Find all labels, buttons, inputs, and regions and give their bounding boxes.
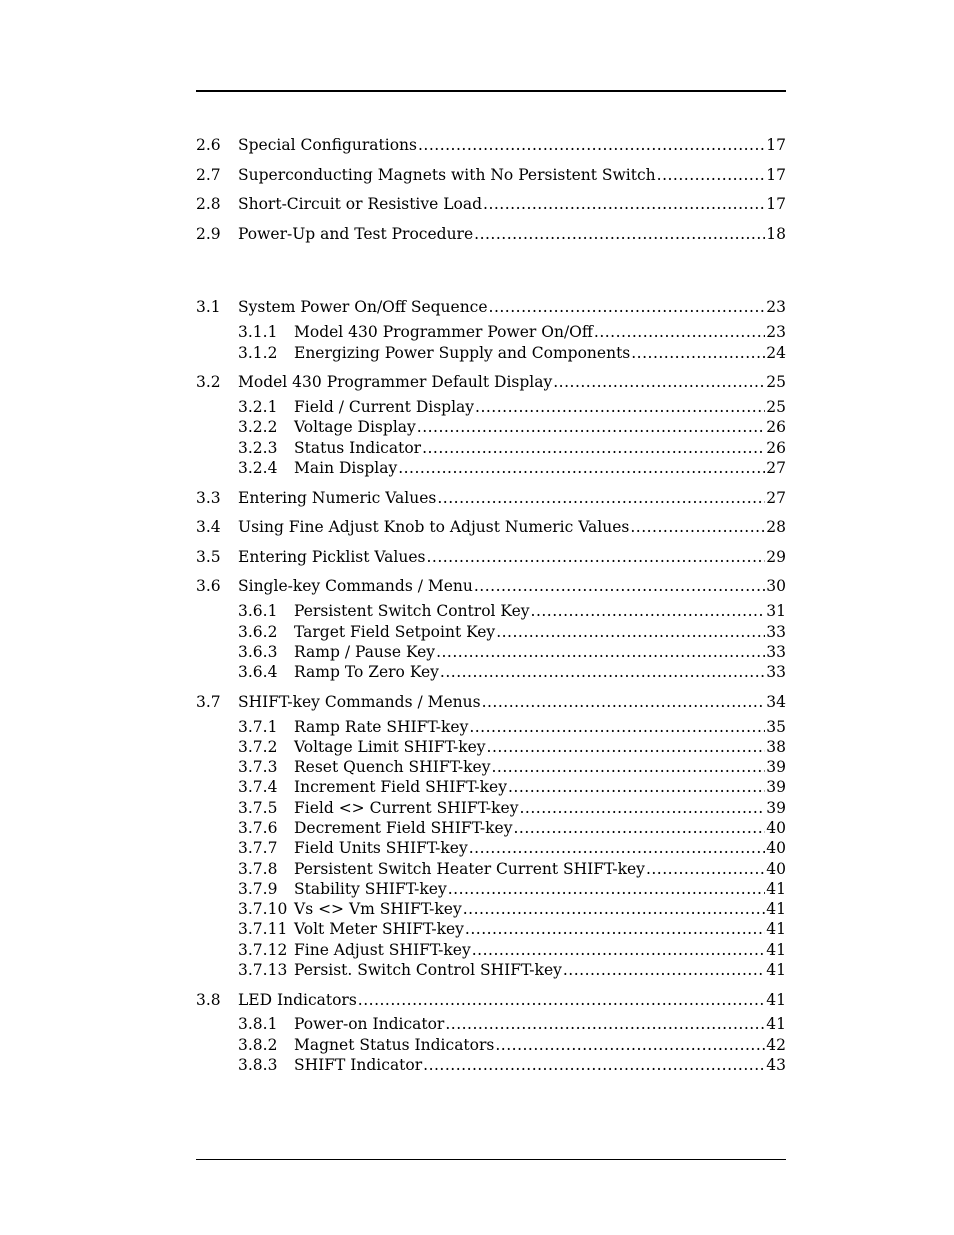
toc-entry-number: 3.2.1 <box>238 398 278 416</box>
toc-entry-number: 2.8 <box>196 195 221 213</box>
toc-entry[interactable] <box>196 489 786 507</box>
toc-entry[interactable] <box>238 418 786 436</box>
toc-entry-number: 3.2.4 <box>238 459 278 477</box>
toc-entry-page: 26 <box>766 418 786 436</box>
dot-leader <box>469 839 766 857</box>
toc-entry[interactable] <box>196 577 786 595</box>
toc-entry-number: 3.2.2 <box>238 418 278 436</box>
dot-leader <box>358 991 765 1009</box>
toc-entry-page: 23 <box>766 323 786 341</box>
toc-entry-page: 41 <box>766 880 786 898</box>
toc-entry-title: Reset Quench SHIFT-key <box>294 758 491 776</box>
dot-leader <box>440 663 765 681</box>
toc-entry-number: 3.6.1 <box>238 602 278 620</box>
dot-leader <box>553 373 765 391</box>
toc-entry-title: Voltage Display <box>294 418 416 436</box>
toc-entry[interactable] <box>238 920 786 938</box>
toc-entry-number: 3.1.2 <box>238 344 278 362</box>
toc-entry-page: 38 <box>766 738 786 756</box>
toc-entry-number: 3.7.2 <box>238 738 278 756</box>
toc-entry-page: 35 <box>766 718 786 736</box>
toc-entry-number: 3.7.5 <box>238 799 278 817</box>
toc-entry-number: 3.7 <box>196 693 221 711</box>
toc-entry[interactable] <box>238 602 786 620</box>
toc-entry[interactable] <box>238 439 786 457</box>
toc-entry-page: 34 <box>766 693 786 711</box>
dot-leader <box>487 738 766 756</box>
toc-entry-page: 39 <box>766 799 786 817</box>
dot-leader <box>437 489 765 507</box>
toc-entry[interactable] <box>238 718 786 736</box>
toc-entry-title: Decrement Field SHIFT-key <box>294 819 513 837</box>
toc-entry-title: Ramp Rate SHIFT-key <box>294 718 469 736</box>
toc-entry[interactable] <box>238 1015 786 1033</box>
dot-leader <box>465 920 765 938</box>
toc-entry-number: 3.7.6 <box>238 819 278 837</box>
toc-entry[interactable] <box>238 758 786 776</box>
toc-entry[interactable] <box>196 136 786 154</box>
toc-entry-page: 41 <box>766 991 786 1009</box>
toc-entry-page: 29 <box>766 548 786 566</box>
dot-leader <box>646 860 765 878</box>
footer-rule <box>196 1159 786 1160</box>
dot-leader <box>418 136 765 154</box>
dot-leader <box>463 900 766 918</box>
toc-entry-title: Using Fine Adjust Knob to Adjust Numeric Values <box>238 518 630 536</box>
toc-entry[interactable] <box>238 398 786 416</box>
dot-leader <box>496 623 765 641</box>
dot-leader <box>422 439 765 457</box>
toc-entry-title: SHIFT-key Commands / Menus <box>238 693 481 711</box>
toc-entry[interactable] <box>196 518 786 536</box>
toc-entry-title: Magnet Status Indicators <box>294 1036 495 1054</box>
toc-entry-page: 40 <box>766 860 786 878</box>
dot-leader <box>657 166 766 184</box>
toc-entry-title: Volt Meter SHIFT-key <box>294 920 464 938</box>
dot-leader <box>398 459 765 477</box>
toc-entry-page: 24 <box>766 344 786 362</box>
toc-entry-page: 18 <box>766 225 786 243</box>
toc-entry-title: Field / Current Display <box>294 398 475 416</box>
toc-entry-number: 3.1.1 <box>238 323 278 341</box>
toc-entry-page: 27 <box>766 489 786 507</box>
toc-entry-number: 3.8.1 <box>238 1015 278 1033</box>
dot-leader <box>519 799 765 817</box>
toc-entry[interactable] <box>196 548 786 566</box>
toc-entry-number: 3.7.9 <box>238 880 278 898</box>
toc-entry-title: Model 430 Programmer Default Display <box>238 373 553 391</box>
toc-entry-number: 3.3 <box>196 489 221 507</box>
toc-entry-page: 41 <box>766 961 786 979</box>
toc-entry-title: Persist. Switch Control SHIFT-key <box>294 961 562 979</box>
dot-leader <box>513 819 765 837</box>
toc-entry-title: Fine Adjust SHIFT-key <box>294 941 471 959</box>
toc-entry[interactable] <box>196 225 786 243</box>
toc-entry-page: 33 <box>766 663 786 681</box>
dot-leader <box>475 398 765 416</box>
toc-entry[interactable] <box>238 819 786 837</box>
toc-entry-page: 42 <box>766 1036 786 1054</box>
toc-entry[interactable] <box>238 623 786 641</box>
toc-entry-number: 2.9 <box>196 225 221 243</box>
dot-leader <box>483 195 765 213</box>
toc-entry-title: Target Field Setpoint Key <box>294 623 496 641</box>
toc-entry-title: Vs <> Vm SHIFT-key <box>294 900 462 918</box>
toc-entry-title: Entering Numeric Values <box>238 489 437 507</box>
toc-entry[interactable] <box>238 323 786 341</box>
toc-entry[interactable] <box>238 738 786 756</box>
toc-entry-number: 2.7 <box>196 166 221 184</box>
toc-entry-number: 3.7.12 <box>238 941 288 959</box>
toc-entry-title: Ramp To Zero Key <box>294 663 439 681</box>
toc-entry-number: 3.7.13 <box>238 961 288 979</box>
dot-leader <box>445 1015 765 1033</box>
toc-entry[interactable] <box>238 778 786 796</box>
toc-entry-page: 33 <box>766 623 786 641</box>
toc-entry-number: 3.2 <box>196 373 221 391</box>
dot-leader <box>469 718 765 736</box>
toc-entry[interactable] <box>238 643 786 661</box>
toc-entry-number: 3.8.2 <box>238 1036 278 1054</box>
toc-entry-number: 3.8 <box>196 991 221 1009</box>
toc-entry-page: 41 <box>766 920 786 938</box>
toc-entry-page: 40 <box>766 839 786 857</box>
dot-leader <box>472 941 766 959</box>
dot-leader <box>426 548 765 566</box>
toc-entry[interactable] <box>238 880 786 898</box>
toc-entry-page: 17 <box>766 136 786 154</box>
toc-entry-title: Field Units SHIFT-key <box>294 839 468 857</box>
toc-entry-number: 3.6.2 <box>238 623 278 641</box>
toc-entry[interactable] <box>196 195 786 213</box>
dot-leader <box>474 225 765 243</box>
toc-entry-number: 3.8.3 <box>238 1056 278 1074</box>
toc-entry-number: 3.6.3 <box>238 643 278 661</box>
toc-entry-page: 41 <box>766 1015 786 1033</box>
toc-entry-page: 23 <box>766 298 786 316</box>
toc-entry-number: 3.1 <box>196 298 221 316</box>
toc-entry-page: 43 <box>766 1056 786 1074</box>
dot-leader <box>563 961 765 979</box>
toc-entry-title: Stability SHIFT-key <box>294 880 447 898</box>
toc-entry[interactable] <box>196 166 786 184</box>
toc-entry-title: Short-Circuit or Resistive Load <box>238 195 483 213</box>
toc-entry-number: 2.6 <box>196 136 221 154</box>
toc-entry-number: 3.5 <box>196 548 221 566</box>
toc-entry-page: 17 <box>766 166 786 184</box>
toc-entry-number: 3.4 <box>196 518 221 536</box>
toc-entry-title: Field <> Current SHIFT-key <box>294 799 519 817</box>
dot-leader <box>436 643 765 661</box>
toc-entry-title: Single-key Commands / Menu <box>238 577 473 595</box>
toc-entry[interactable] <box>238 961 786 979</box>
toc-entry-page: 31 <box>766 602 786 620</box>
toc-entry-page: 39 <box>766 778 786 796</box>
toc-entry-title: Persistent Switch Control Key <box>294 602 530 620</box>
toc-entry-page: 25 <box>766 373 786 391</box>
toc-entry-title: Persistent Switch Heater Current SHIFT-key <box>294 860 645 878</box>
toc-entry-title: Main Display <box>294 459 398 477</box>
dot-leader <box>482 693 766 711</box>
dot-leader <box>448 880 766 898</box>
dot-leader <box>495 1036 765 1054</box>
toc-entry[interactable] <box>238 663 786 681</box>
dot-leader <box>631 344 765 362</box>
toc-entry-number: 3.6.4 <box>238 663 278 681</box>
toc-entry-title: System Power On/Off Sequence <box>238 298 488 316</box>
dot-leader <box>508 778 765 796</box>
toc-entry-page: 17 <box>766 195 786 213</box>
toc-entry-title: SHIFT Indicator <box>294 1056 423 1074</box>
dot-leader <box>423 1056 765 1074</box>
toc-entry-number: 3.2.3 <box>238 439 278 457</box>
dot-leader <box>491 758 765 776</box>
toc-entry-page: 25 <box>766 398 786 416</box>
toc-entry-title: Special Configurations <box>238 136 417 154</box>
toc-entry[interactable] <box>238 900 786 918</box>
toc-entry[interactable] <box>196 991 786 1009</box>
toc-entry-title: Status Indicator <box>294 439 422 457</box>
toc-entry-page: 40 <box>766 819 786 837</box>
toc-entry-page: 26 <box>766 439 786 457</box>
toc-entry-number: 3.7.1 <box>238 718 278 736</box>
toc-entry[interactable] <box>238 459 786 477</box>
toc-entry-title: Energizing Power Supply and Components <box>294 344 631 362</box>
toc-entry-number: 3.7.10 <box>238 900 288 918</box>
toc-entry-page: 41 <box>766 941 786 959</box>
toc-entry-page: 30 <box>766 577 786 595</box>
toc-entry-number: 3.7.3 <box>238 758 278 776</box>
toc-entry[interactable] <box>238 1036 786 1054</box>
toc-entry-number: 3.7.8 <box>238 860 278 878</box>
dot-leader <box>417 418 765 436</box>
toc-entry-title: Model 430 Programmer Power On/Off <box>294 323 593 341</box>
dot-leader <box>630 518 765 536</box>
dot-leader <box>531 602 766 620</box>
toc-entry[interactable] <box>238 799 786 817</box>
toc-entry-title: Power-Up and Test Procedure <box>238 225 474 243</box>
toc-entry[interactable] <box>238 344 786 362</box>
toc-entry[interactable] <box>196 373 786 391</box>
toc-entry-title: Voltage Limit SHIFT-key <box>294 738 486 756</box>
toc-entry-number: 3.7.11 <box>238 920 288 938</box>
toc-entry-title: LED Indicators <box>238 991 357 1009</box>
toc-entry[interactable] <box>196 298 786 316</box>
toc-entry-page: 33 <box>766 643 786 661</box>
toc-entry-number: 3.7.7 <box>238 839 278 857</box>
toc-entry-title: Increment Field SHIFT-key <box>294 778 507 796</box>
toc-entry-page: 27 <box>766 459 786 477</box>
toc-entry-title: Entering Picklist Values <box>238 548 426 566</box>
toc-entry-number: 3.7.4 <box>238 778 278 796</box>
toc-entry-number: 3.6 <box>196 577 221 595</box>
toc-entry[interactable] <box>238 941 786 959</box>
toc-entry-page: 39 <box>766 758 786 776</box>
dot-leader <box>474 577 765 595</box>
toc-entry[interactable] <box>238 860 786 878</box>
toc-entry-title: Superconducting Magnets with No Persistent Switch <box>238 166 656 184</box>
toc-entry-title: Ramp / Pause Key <box>294 643 436 661</box>
toc-entry-page: 28 <box>766 518 786 536</box>
toc-entry-page: 41 <box>766 900 786 918</box>
toc-entry[interactable] <box>238 1056 786 1074</box>
dot-leader <box>594 323 765 341</box>
toc-entry-title: Power-on Indicator <box>294 1015 445 1033</box>
dot-leader <box>489 298 766 316</box>
toc-entry[interactable] <box>196 693 786 711</box>
toc-entry[interactable] <box>238 839 786 857</box>
